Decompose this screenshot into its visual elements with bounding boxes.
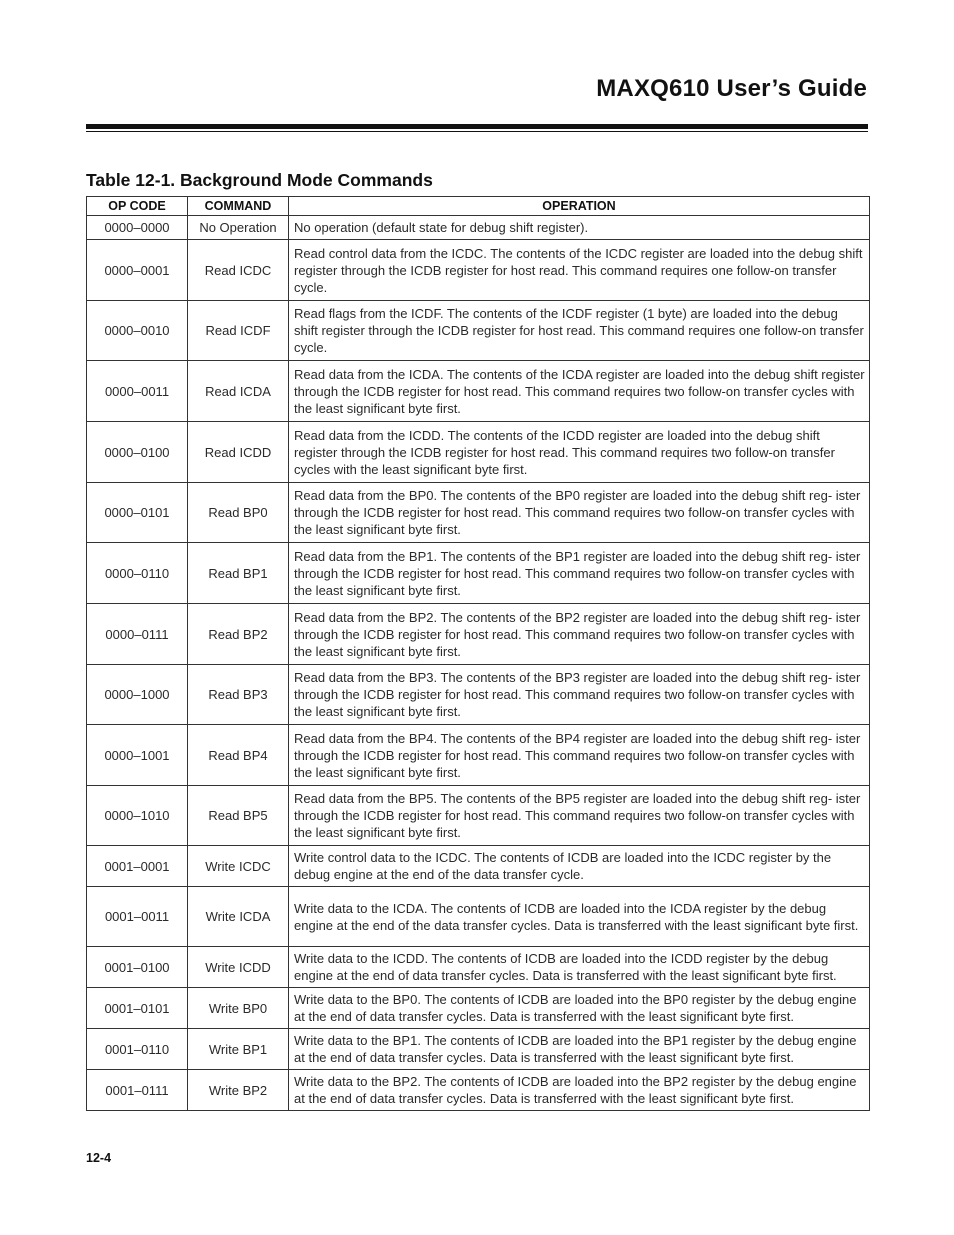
operation-cell: Read data from the BP3. The contents of the BP3 register are loaded into the debug shift reg- ister through the ICDB register for host read. This command requires two follow-on transfer cycles with the least significant byte first. — [289, 665, 870, 725]
operation-cell: Read data from the BP5. The contents of the BP5 register are loaded into the debug shift reg- ister through the ICDB register for host read. This command requires two follow-on transfer cycles with the least significant byte first. — [289, 786, 870, 846]
operation-cell: Read data from the BP1. The contents of the BP1 register are loaded into the debug shift reg- ister through the ICDB register for host read. This command requires two follow-on transfer cycles with the least significant byte first. — [289, 543, 870, 604]
command-cell: Write BP2 — [188, 1070, 289, 1111]
command-cell: No Operation — [188, 216, 289, 240]
command-cell: Write BP1 — [188, 1029, 289, 1070]
op-code-cell: 0000–0001 — [87, 240, 188, 301]
command-cell: Read BP3 — [188, 665, 289, 725]
command-cell: Write ICDC — [188, 846, 289, 887]
op-code-cell: 0000–0011 — [87, 361, 188, 422]
command-cell: Read BP0 — [188, 483, 289, 543]
op-code-cell: 0001–0110 — [87, 1029, 188, 1070]
operation-cell: Read flags from the ICDF. The contents of the ICDF register (1 byte) are loaded into the debug shift register through the ICDB register for host read. This command requires one follow-on transfer cycle. — [289, 301, 870, 361]
table-row — [87, 665, 870, 725]
op-code-cell: 0000–1000 — [87, 665, 188, 725]
table-row — [87, 240, 870, 301]
table-row — [87, 947, 870, 988]
command-cell: Write ICDA — [188, 887, 289, 947]
table-row — [87, 483, 870, 543]
operation-cell: Read data from the BP4. The contents of the BP4 register are loaded into the debug shift reg- ister through the ICDB register for host read. This command requires two follow-on transfer cycles with the least significant byte first. — [289, 725, 870, 786]
background-mode-commands-table — [86, 196, 870, 1111]
operation-cell: Read data from the ICDA. The contents of the ICDA register are loaded into the debug shift register through the ICDB register for host read. This command requires two follow-on transfer cycles with the least significant byte first. — [289, 361, 870, 422]
table-row — [87, 725, 870, 786]
command-cell: Read BP1 — [188, 543, 289, 604]
command-cell: Read BP5 — [188, 786, 289, 846]
operation-cell: Write control data to the ICDC. The contents of ICDB are loaded into the ICDC register by the debug engine at the end of the data transfer cycle. — [289, 846, 870, 887]
op-code-cell: 0000–1010 — [87, 786, 188, 846]
table-row — [87, 216, 870, 240]
table-row — [87, 604, 870, 665]
table-row — [87, 988, 870, 1029]
op-code-cell: 0001–0101 — [87, 988, 188, 1029]
table-caption: Table 12-1. Background Mode Commands — [86, 170, 433, 190]
command-cell: Read ICDA — [188, 361, 289, 422]
page-number: 12-4 — [86, 1151, 112, 1165]
op-code-cell: 0000–0100 — [87, 422, 188, 483]
op-code-cell: 0001–0100 — [87, 947, 188, 988]
table-row — [87, 846, 870, 887]
header-command: COMMAND — [188, 197, 289, 216]
command-cell: Write BP0 — [188, 988, 289, 1029]
op-code-cell: 0000–0111 — [87, 604, 188, 665]
op-code-cell: 0000–0000 — [87, 216, 188, 240]
command-cell: Read BP2 — [188, 604, 289, 665]
document-title: MAXQ610 User’s Guide — [596, 75, 867, 102]
operation-cell: Read data from the BP0. The contents of the BP0 register are loaded into the debug shift reg- ister through the ICDB register for host read. This command requires two follow-on transfer cycles with the least significant byte first. — [289, 483, 870, 543]
operation-cell: Read data from the ICDD. The contents of the ICDD register are loaded into the debug shift register through the ICDB register for host read. This command requires two follow-on transfer cycles with the least significant byte first. — [289, 422, 870, 483]
operation-cell: Write data to the ICDD. The contents of ICDB are loaded into the ICDD register by the debug engine at the end of data transfer cycles. Data is transferred with the least significant byte first. — [289, 947, 870, 988]
command-cell: Write ICDD — [188, 947, 289, 988]
table-row — [87, 361, 870, 422]
operation-cell: Read data from the BP2. The contents of the BP2 register are loaded into the debug shift reg- ister through the ICDB register for host read. This command requires two follow-on transfer cycles with the least significant byte first. — [289, 604, 870, 665]
table-row — [87, 1070, 870, 1111]
table-row — [87, 786, 870, 846]
op-code-cell: 0000–0101 — [87, 483, 188, 543]
table-row — [87, 301, 870, 361]
operation-cell: Write data to the BP1. The contents of ICDB are loaded into the BP1 register by the debug engine at the end of data transfer cycles. Data is transferred with the least significant byte first. — [289, 1029, 870, 1070]
operation-cell: Write data to the BP0. The contents of ICDB are loaded into the BP0 register by the debug engine at the end of data transfer cycles. Data is transferred with the least significant byte first. — [289, 988, 870, 1029]
header-op-code: OP CODE — [87, 197, 188, 216]
op-code-cell: 0001–0111 — [87, 1070, 188, 1111]
operation-cell: Write data to the ICDA. The contents of ICDB are loaded into the ICDA register by the debug engine at the end of the data transfer cycles. Data is transferred with the least significant byte first. — [289, 887, 870, 947]
op-code-cell: 0000–0010 — [87, 301, 188, 361]
table-row — [87, 422, 870, 483]
command-cell: Read BP4 — [188, 725, 289, 786]
table-body — [87, 216, 870, 1111]
operation-cell: Write data to the BP2. The contents of ICDB are loaded into the BP2 register by the debug engine at the end of data transfer cycles. Data is transferred with the least significant byte first. — [289, 1070, 870, 1111]
op-code-cell: 0000–0110 — [87, 543, 188, 604]
header-rule-thin — [86, 131, 868, 132]
header-operation: OPERATION — [289, 197, 870, 216]
header-rule-thick — [86, 124, 868, 129]
op-code-cell: 0000–1001 — [87, 725, 188, 786]
table-row — [87, 1029, 870, 1070]
command-cell: Read ICDF — [188, 301, 289, 361]
table-header-row — [87, 197, 870, 216]
table-row — [87, 887, 870, 947]
operation-cell: No operation (default state for debug shift register). — [289, 216, 870, 240]
command-cell: Read ICDD — [188, 422, 289, 483]
op-code-cell: 0001–0001 — [87, 846, 188, 887]
table-row — [87, 543, 870, 604]
operation-cell: Read control data from the ICDC. The contents of the ICDC register are loaded into the debug shift register through the ICDB register for host read. This command requires one follow-on transfer cycle. — [289, 240, 870, 301]
command-cell: Read ICDC — [188, 240, 289, 301]
op-code-cell: 0001–0011 — [87, 887, 188, 947]
